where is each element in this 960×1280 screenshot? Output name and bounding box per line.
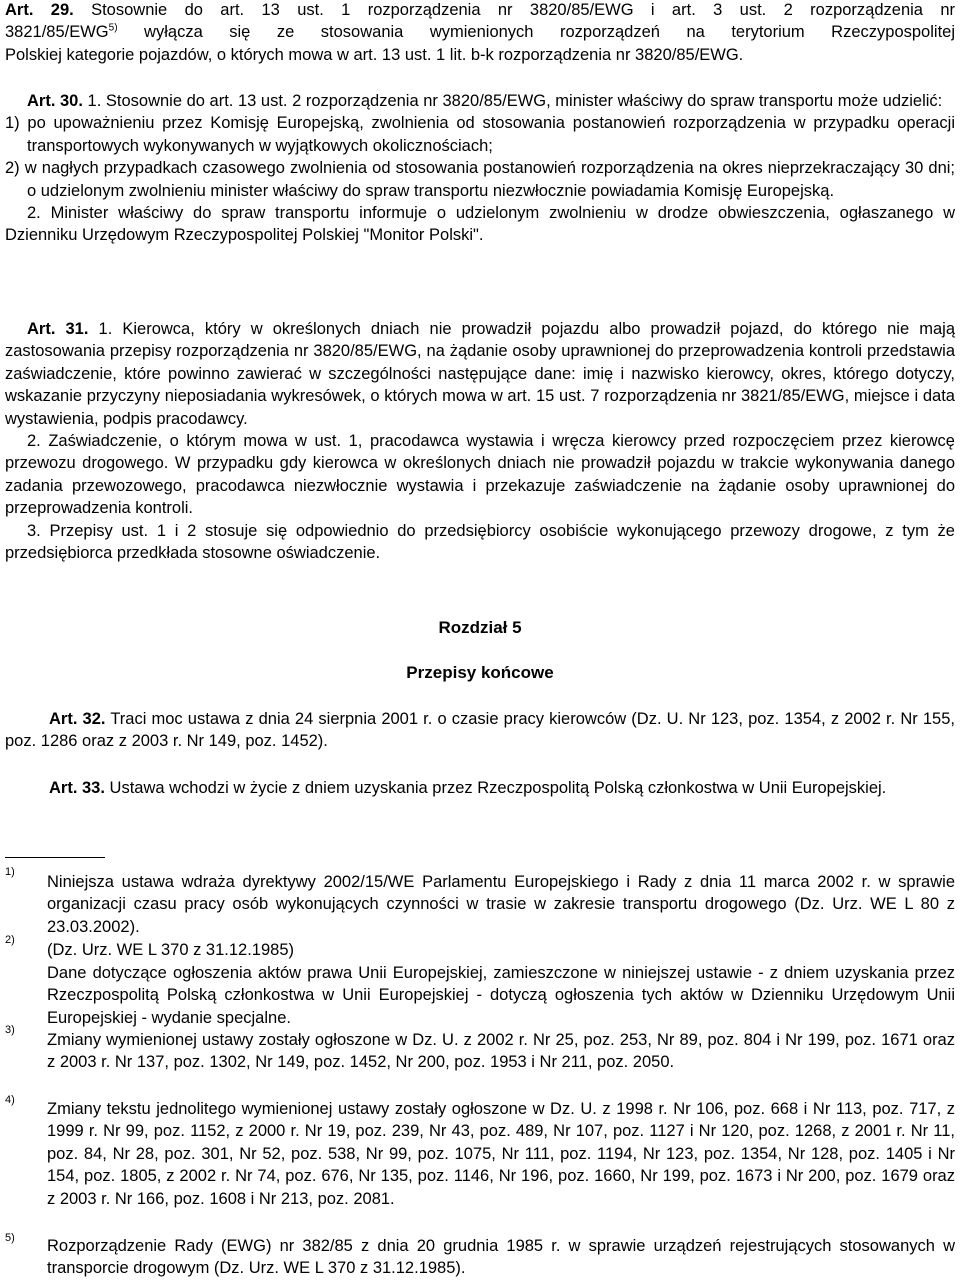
footnote-separator (5, 857, 105, 858)
footnote-4: Zmiany tekstu jednolitego wymienionej ustawy zostały ogłoszone w Dz. U. z 1998 r. Nr 106, poz. 668 i Nr 113, poz. 717, z 1999 r. Nr 99, poz. 1152, z 2000 r. Nr 19, poz. 239, Nr 43, poz. 489, Nr 107, poz. 1127 i Nr 120, poz. 1268, z 2001 r. Nr 11, poz. 84, Nr 28, poz. 301, Nr 52, poz. 538, Nr 99, poz. 1075, Nr 111, poz. 1194, Nr 123, poz. 1354, Nr 128, poz. 1405 i Nr 154, poz. 1805, z 2002 r. Nr 74, poz. 676, Nr 135, poz. 1146, Nr 196, poz. 1660, Nr 199, poz. 1673 i Nr 200, poz. 1679 oraz z 2003 r. Nr 166, poz. 1608 i Nr 213, poz. 2081. (47, 1100, 955, 1208)
footnote-3: Zmiany wymienionej ustawy zostały ogłoszone w Dz. U. z 2002 r. Nr 25, poz. 253, Nr 89, poz. 804 i Nr 199, poz. 1671 oraz z 2003 r. Nr 137, poz. 1302, Nr 149, poz. 1452, Nr 200, poz. 1953 i Nr 211, poz. 2050. (47, 1031, 955, 1072)
footnote-number: 2) (5, 934, 15, 946)
article-31-paragraph-2: 2. Zaświadczenie, o którym mowa w ust. 1, pracodawca wystawia i wręcza kierowcy przed rozpoczęciem przez kierowcę przewozu drogowego. W przypadku gdy kierowca w określonych dniach nie prowadził pojazdu w trakcie wykonywania danego zadania przewozowego, pracodawca niezwłocznie wystawia i przekazuje zaświadczenie na żądanie osoby uprawnionej do przeprowadzenia kontroli. (5, 432, 955, 518)
article-29-line-3: Polskiej kategorie pojazdów, o których mowa w art. 13 ust. 1 lit. b-k rozporządzenia nr 3820/85/EWG. (5, 45, 744, 64)
article-30-item-1: 1) po upoważnieniu przez Komisję Europejską, zwolnienia od stosowania postanowień rozporządzenia w przypadku operacji transportowych wykonywanych w wyjątkowych okolicznościach; (5, 114, 955, 155)
article-31-paragraph-3: 3. Przepisy ust. 1 i 2 stosuje się odpowiednio do przedsiębiorcy osobiście wykonującego przewozy drogowe, z tym że przedsiębiorca przedkłada stosowne oświadczenie. (5, 521, 955, 563)
footnote-5: Rozporządzenie Rady (EWG) nr 382/85 z dnia 20 grudnia 1985 r. w sprawie urządzeń rejestrujących stosowanych w transporcie drogowym (Dz. Urz. WE L 370 z 31.12.1985). (47, 1237, 955, 1278)
footnote-2-note: Dane dotyczące ogłoszenia aktów prawa Unii Europejskiej, zamieszczone w niniejszej ustawie - z dniem uzyskania przez Rzeczpospolitą Polską członkostwa w Unii Europejskiej - dotyczą ogłoszenia tych aktów w Dzienniku Urzędowym Unii Europejskiej - wydanie specjalne. (47, 964, 955, 1027)
article-29 (5, 0, 955, 66)
article-33: Art. 33. Ustawa wchodzi w życie z dniem uzyskania przez Rzeczpospolitą Polską członkostwa w Unii Europejskiej. (49, 779, 887, 797)
footnote-ref[interactable]: 5) (108, 22, 118, 34)
chapter-number: Rozdział 5 (438, 618, 522, 637)
article-label: Art. 30. (27, 92, 83, 110)
article-30-item-2: 2) w nagłych przypadkach czasowego zwolnienia od stosowania postanowień rozporządzenia na okres nieprzekraczający 30 dni; o udzielonym zwolnieniu minister właściwy do spraw transportu niezwłocznie powiadamia Komisję Europejską. (5, 159, 955, 200)
article-label: Art. 31. (27, 320, 89, 338)
article-30-paragraph-2: 2. Minister właściwy do spraw transportu informuje o udzielonym zwolnieniu w drodze obwieszczenia, ogłaszanego w Dzienniku Urzędowym Rzeczypospolitej Polskiej "Monitor Polski". (5, 204, 955, 245)
article-29-line-1: Art. 29. Stosownie do art. 13 ust. 1 rozporządzenia nr 3820/85/EWG i art. 3 ust. 2 rozporządzenia nr (5, 1, 956, 19)
article-29-line-2: 3821/85/EWG$^{5)}$ wyłącza się ze stosowania wymienionych rozporządzeń na terytorium Rzeczypospolitej (5, 22, 955, 42)
chapter-title: Przepisy końcowe (406, 663, 554, 682)
article-31-paragraph-1: Art. 31. 1. Kierowca, który w określonych dniach nie prowadził pojazdu albo prowadził pojazd, do którego nie mają zastosowania przepisy rozporządzenia nr 3820/85/EWG, na żądanie osoby uprawnionej do przeprowadzenia kontroli przedstawia zaświadczenie, które powinno zawierać w szczególności następujące dane: imię i nazwisko kierowcy, okres, którego dotyczy, wskazanie przyczyny nieposiadania wykresówek, o których mowa w art. 15 ust. 7 rozporządzenia nr 3821/85/EWG, miejsce i data wystawienia, podpis pracodawcy. (5, 320, 955, 428)
footnote-number: 3) (5, 1024, 15, 1036)
footnote-number: 5) (5, 1232, 15, 1244)
footnote-number: 1) (5, 866, 15, 878)
footnote-2: (Dz. Urz. WE L 370 z 31.12.1985) (47, 941, 294, 959)
article-label: Art. 33. (49, 779, 105, 797)
article-label: Art. 29. (5, 1, 74, 19)
article-30-intro: Art. 30. 1. Stosownie do art. 13 ust. 2 rozporządzenia nr 3820/85/EWG, minister właściwy do spraw transportu może udzielić: (5, 90, 955, 112)
article-31 (5, 318, 955, 564)
article-label: Art. 32. (49, 710, 106, 728)
footnote-number: 4) (5, 1094, 15, 1106)
article-32: Art. 32. Traci moc ustawa z dnia 24 sierpnia 2001 r. o czasie pracy kierowców (Dz. U. Nr 123, poz. 1354, z 2002 r. Nr 155, poz. 1286 oraz z 2003 r. Nr 149, poz. 1452). (5, 710, 955, 751)
footnote-1: Niniejsza ustawa wdraża dyrektywy 2002/15/WE Parlamentu Europejskiego i Rady z dnia 11 marca 2002 r. w sprawie organizacji czasu pracy osób wykonujących czynności w trasie w zakresie transportu drogowego (Dz. Urz. WE L 80 z 23.03.2002). (47, 873, 955, 936)
article-30 (5, 90, 955, 247)
